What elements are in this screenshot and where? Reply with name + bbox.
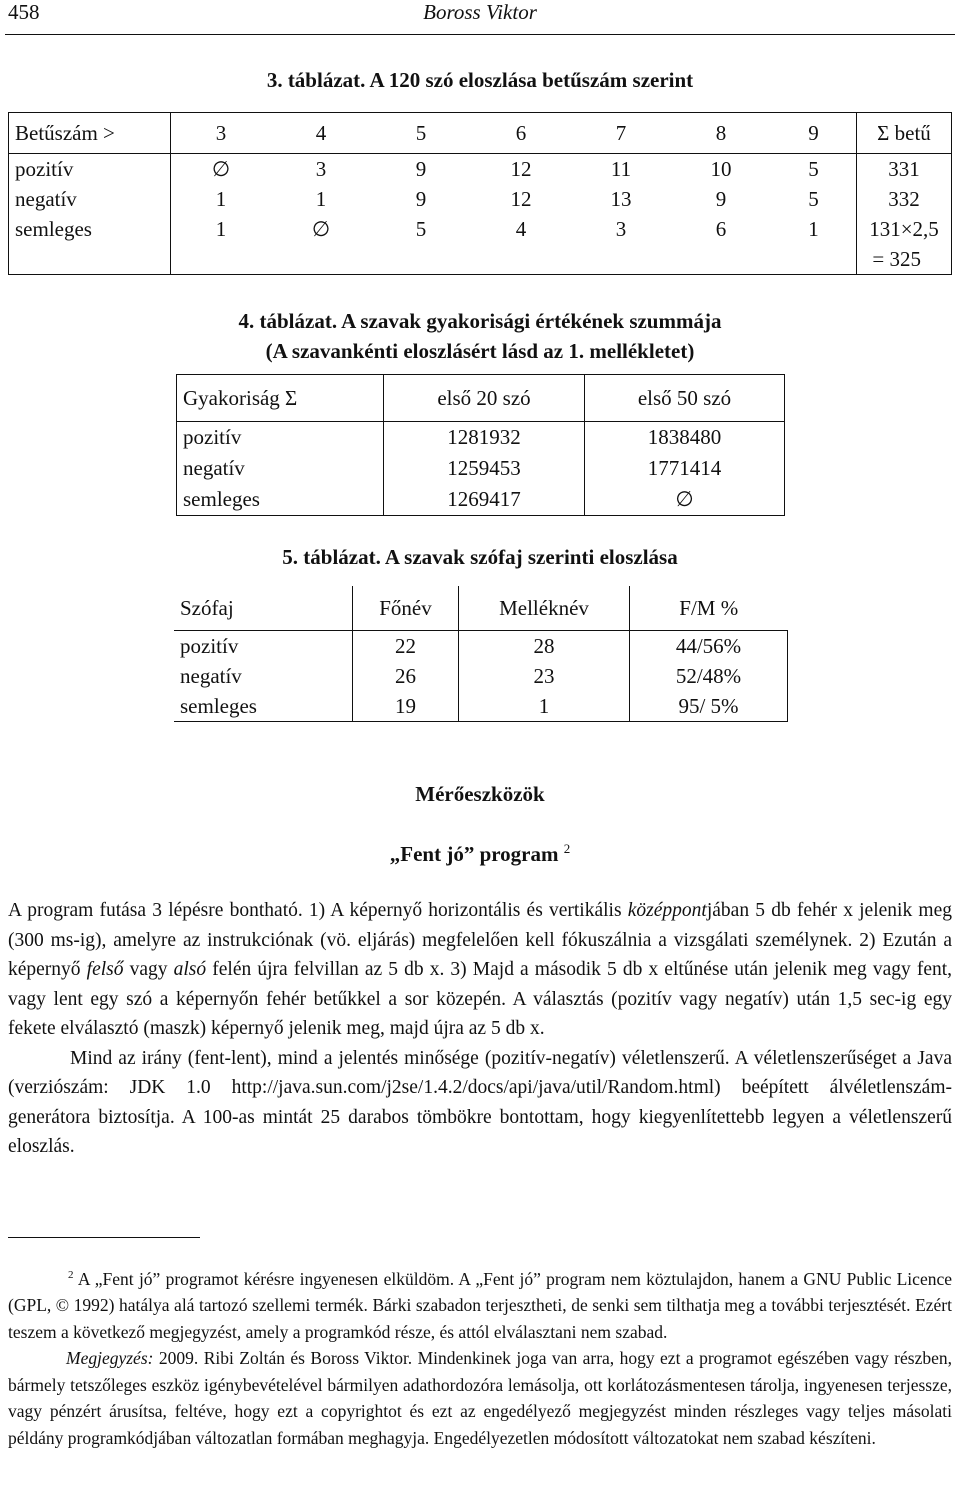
note-text: 2009. Ribi Zoltán és Boross Viktor. Mindenkinek joga van arra, hogy ezt a programot egészében vagy részben, bármely tetszőleges eszköz igénybevételével bármilyen adathordozóra lemásolja, ott korlátozásmentesen tárolja, ingyenesen terjessze, vagy pénzért árusítsa, feltéve, hogy ezt a copyrightot és ezt az engedélyező megjegyzést minden részleges vagy teljes másolati példány programkódjában változatlan formában meghagyja. Engedélyezetlen módosított változatokat nem szabad készíteni. (8, 1348, 952, 1448)
table5-cell: 1 (459, 691, 630, 722)
table5-header-cell: Szófaj (174, 586, 353, 631)
table-row (9, 184, 952, 214)
footnotes (8, 1262, 952, 1451)
footnote-note (8, 1345, 952, 1451)
table5-cell: pozitív (174, 631, 353, 662)
table4-caption: 4. táblázat. A szavak gyakorisági értékének szummája (238, 309, 722, 333)
table3-header-cell: 5 (371, 113, 471, 154)
table3-cell: 9 (415, 156, 427, 181)
table3-cell: 12 (510, 186, 532, 211)
table3-cell: ∅ (311, 216, 331, 241)
footnote (8, 1262, 952, 1345)
table3-header-cell: 4 (271, 113, 371, 154)
table3-cell: semleges (9, 214, 171, 244)
table3-cell: 332 (857, 184, 952, 214)
table4-cell: 1838480 (585, 422, 785, 454)
table4-cell: 1259453 (384, 453, 585, 484)
table3-cell: 1 (315, 186, 327, 211)
table3-cell: 3 (315, 156, 327, 181)
table-row (177, 422, 785, 454)
table3-cell: 131×2,5 (857, 214, 952, 244)
section-title: Mérőeszközök (415, 782, 545, 806)
table5-header-row (174, 586, 788, 631)
table4-cell: 1281932 (384, 422, 585, 454)
table5-caption: 5. táblázat. A szavak szófaj szerinti eloszlása (282, 545, 678, 569)
table4-subcaption: (A szavankénti eloszlásért lásd az 1. mellékletet) (265, 339, 695, 363)
page-number: 458 (8, 0, 40, 24)
table4-header-cell: első 50 szó (585, 375, 785, 422)
table4-header-cell: Gyakoriság Σ (177, 375, 384, 422)
table5-cell: 95/ 5% (630, 691, 788, 722)
table4-cell: 1771414 (585, 453, 785, 484)
table-row (9, 244, 952, 275)
table3-header-cell: 8 (671, 113, 771, 154)
table3-cell: 9 (715, 186, 727, 211)
section-subtitle (0, 841, 960, 867)
table5-cell: negatív (174, 661, 353, 691)
table5-cell: 22 (353, 631, 459, 662)
table3-cell: 11 (610, 156, 632, 181)
table3-cell: 4 (515, 216, 527, 241)
table3-cell: pozitív (9, 154, 171, 185)
table3-cell: 1 (215, 186, 227, 211)
body-text (8, 896, 952, 1162)
running-head-author: Boross Viktor (423, 0, 537, 24)
table4-cell: negatív (177, 453, 384, 484)
table3-header-row (9, 113, 952, 154)
footnote-ref: 2 (563, 841, 571, 856)
table-row (9, 154, 952, 185)
table3-cell: 13 (610, 186, 632, 211)
table3-header-cell: Betűszám > (9, 113, 171, 154)
table3-cell: 1 (771, 214, 857, 244)
section-subtitle-text: „Fent jó” program (389, 842, 559, 866)
running-head (0, 0, 960, 32)
table3-header-cell: 3 (171, 113, 272, 154)
table3-cell: 5 (415, 216, 427, 241)
footnote-rule (8, 1237, 200, 1238)
table3-cell: 10 (710, 156, 732, 181)
note-label: Megjegyzés: (66, 1348, 154, 1369)
table5-cell: 28 (459, 631, 630, 662)
table3-header-cell: 7 (571, 113, 671, 154)
header-rule (5, 34, 955, 35)
table5-cell: 52/48% (630, 661, 788, 691)
table3-cell: 5 (771, 184, 857, 214)
table5-header-cell: Főnév (353, 586, 459, 631)
table5-cell: semleges (174, 691, 353, 722)
table3-cell-continuation: = 325 (857, 244, 952, 275)
table4-cell: 1269417 (384, 484, 585, 516)
table5-cell: 26 (353, 661, 459, 691)
table4-header-row (177, 375, 785, 422)
table-row (174, 631, 788, 662)
table4 (176, 374, 785, 516)
table5-cell: 23 (459, 661, 630, 691)
paragraph: A program futása 3 lépésre bontható. 1) A képernyő horizontális és vertikális középpontjában 5 db fehér x jelenik meg (300 ms-ig), amelyre az instrukciónak (vö. eljárás) megfelelően kell fókuszálnia a vizsgálati személynek. 2) Ezután a képernyő felső vagy alsó felén újra felvillan az 5 db x. 3) Majd a második 5 db x eltűnése után jelenik meg vagy fent, vagy lent egy szó a képernyőn fehér betűkkel a sor közepén. A választás (pozitív vagy negatív) után 1,5 sec-ig egy fekete elválasztó (maszk) képernyő jelenik meg, majd újra az 5 db x. (8, 900, 953, 1039)
table4-cell: ∅ (585, 484, 785, 516)
table3-cell: 5 (771, 154, 857, 185)
table3-header-cell: Σ betű (857, 113, 952, 154)
table3-caption: 3. táblázat. A 120 szó eloszlása betűszám szerint (266, 68, 694, 92)
table3-header-cell: 9 (771, 113, 857, 154)
table-row (9, 214, 952, 244)
table3-cell: 6 (715, 216, 727, 241)
table3-cell: ∅ (211, 156, 231, 181)
table-row (174, 691, 788, 722)
table3-cell: 9 (415, 186, 427, 211)
table-row (177, 453, 785, 484)
table3-cell: 3 (615, 216, 627, 241)
table5-cell: 44/56% (630, 631, 788, 662)
table5-header-cell: F/M % (630, 586, 788, 631)
table3 (8, 112, 952, 275)
table5-header-cell: Melléknév (459, 586, 630, 631)
table3-cell: 1 (215, 216, 227, 241)
table3-cell: 331 (857, 154, 952, 185)
footnote-text: A „Fent jó” programot kérésre ingyenesen elküldöm. A „Fent jó” program nem köztulajdon, hanem a GNU Public Licence (GPL, © 1992) hatálya alá tartozó szellemi termék. Bárki szabadon terjesztheti, de senki sem tilthatja meg a további terjesztését. Ezért teszem a következő megjegyzést, amely a programkód része, és attól elválasztani nem szabad. (8, 1268, 952, 1342)
table4-header-cell: első 20 szó (384, 375, 585, 422)
paragraph: Mind az irány (fent-lent), mind a jelentés minősége (pozitív-negatív) véletlenszerű. A véletlenszerűséget a Java (verziószám: JDK 1.0 http://java.sun.com/j2se/1.4.2/docs/api/java/util/Random.html) beépített álvéletlenszám-generátora biztosítja. A 100-as mintát 25 darabos tömbökre bontottam, hogy kiegyenlítettebb legyen a véletlenszerű eloszlás. (8, 1047, 952, 1157)
footnote-number: 2 (68, 1269, 74, 1281)
table5 (174, 586, 788, 722)
table-row (174, 661, 788, 691)
table3-header-cell: 6 (471, 113, 571, 154)
table3-cell: negatív (9, 184, 171, 214)
table-row (177, 484, 785, 516)
table5-cell: 19 (353, 691, 459, 722)
table4-cell: pozitív (177, 422, 384, 454)
table3-cell: 12 (510, 156, 532, 181)
table4-cell: semleges (177, 484, 384, 516)
